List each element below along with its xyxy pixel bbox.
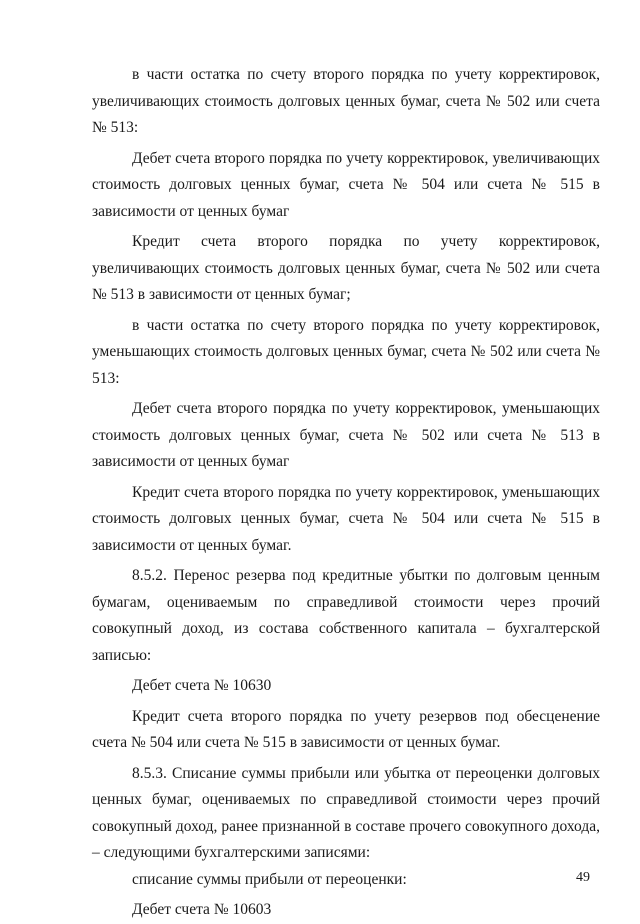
paragraph-9: Кредит счета второго порядка по учету резервов под обесценение счета № 504 или счета № 515 в зависимости от ценных бумаг.	[92, 707, 600, 751]
paragraph-7: 8.5.2. Перенос резерва под кредитные убытки по долговым ценным бумагам, оцениваемым по справедливой стоимости через прочий совокупный доход, из состава собственного капитала – бухгалтерской записью:	[92, 567, 600, 664]
paragraph-4: в части остатка по счету второго порядка по учету корректировок, уменьшающих стоимость долговых ценных бумаг, счета № 502 или счета № 513:	[92, 316, 600, 387]
paragraph-2: Дебет счета второго порядка по учету корректировок, увеличивающих стоимость долговых ценных бумаг, счета № 504 или счета № 515 в зависимости от ценных бумаг	[92, 149, 600, 220]
page-number: 49	[576, 870, 590, 885]
paragraph-5: Дебет счета второго порядка по учету корректировок, уменьшающих стоимость долговых ценных бумаг, счета № 502 или счета № 513 в зависимости от ценных бумаг	[92, 400, 600, 470]
paragraph-3: Кредит счета второго порядка по учету корректировок, увеличивающих стоимость долговых ценных бумаг, счета № 502 или счета № 513 в зависимости от ценных бумаг;	[92, 233, 600, 303]
paragraph-6: Кредит счета второго порядка по учету корректировок, уменьшающих стоимость долговых ценных бумаг, счета № 504 или счета № 515 в зависимости от ценных бумаг.	[92, 483, 600, 554]
document-page	[92, 62, 600, 924]
paragraph-11: списание суммы прибыли от переоценки:	[132, 870, 407, 888]
paragraph-10: 8.5.3. Списание суммы прибыли или убытка от переоценки долговых ценных бумаг, оцениваемых по справедливой стоимости через прочий совокупный доход, ранее признанной в составе прочего совокупного дохода, – следующими бухгалтерскими записями:	[92, 764, 600, 861]
paragraph-12: Дебет счета № 10603	[132, 901, 272, 918]
paragraph-1: в части остатка по счету второго порядка по учету корректировок, увеличивающих стоимость долговых ценных бумаг, счета № 502 или счета № 513:	[92, 66, 600, 136]
paragraph-8: Дебет счета № 10630	[132, 677, 272, 694]
